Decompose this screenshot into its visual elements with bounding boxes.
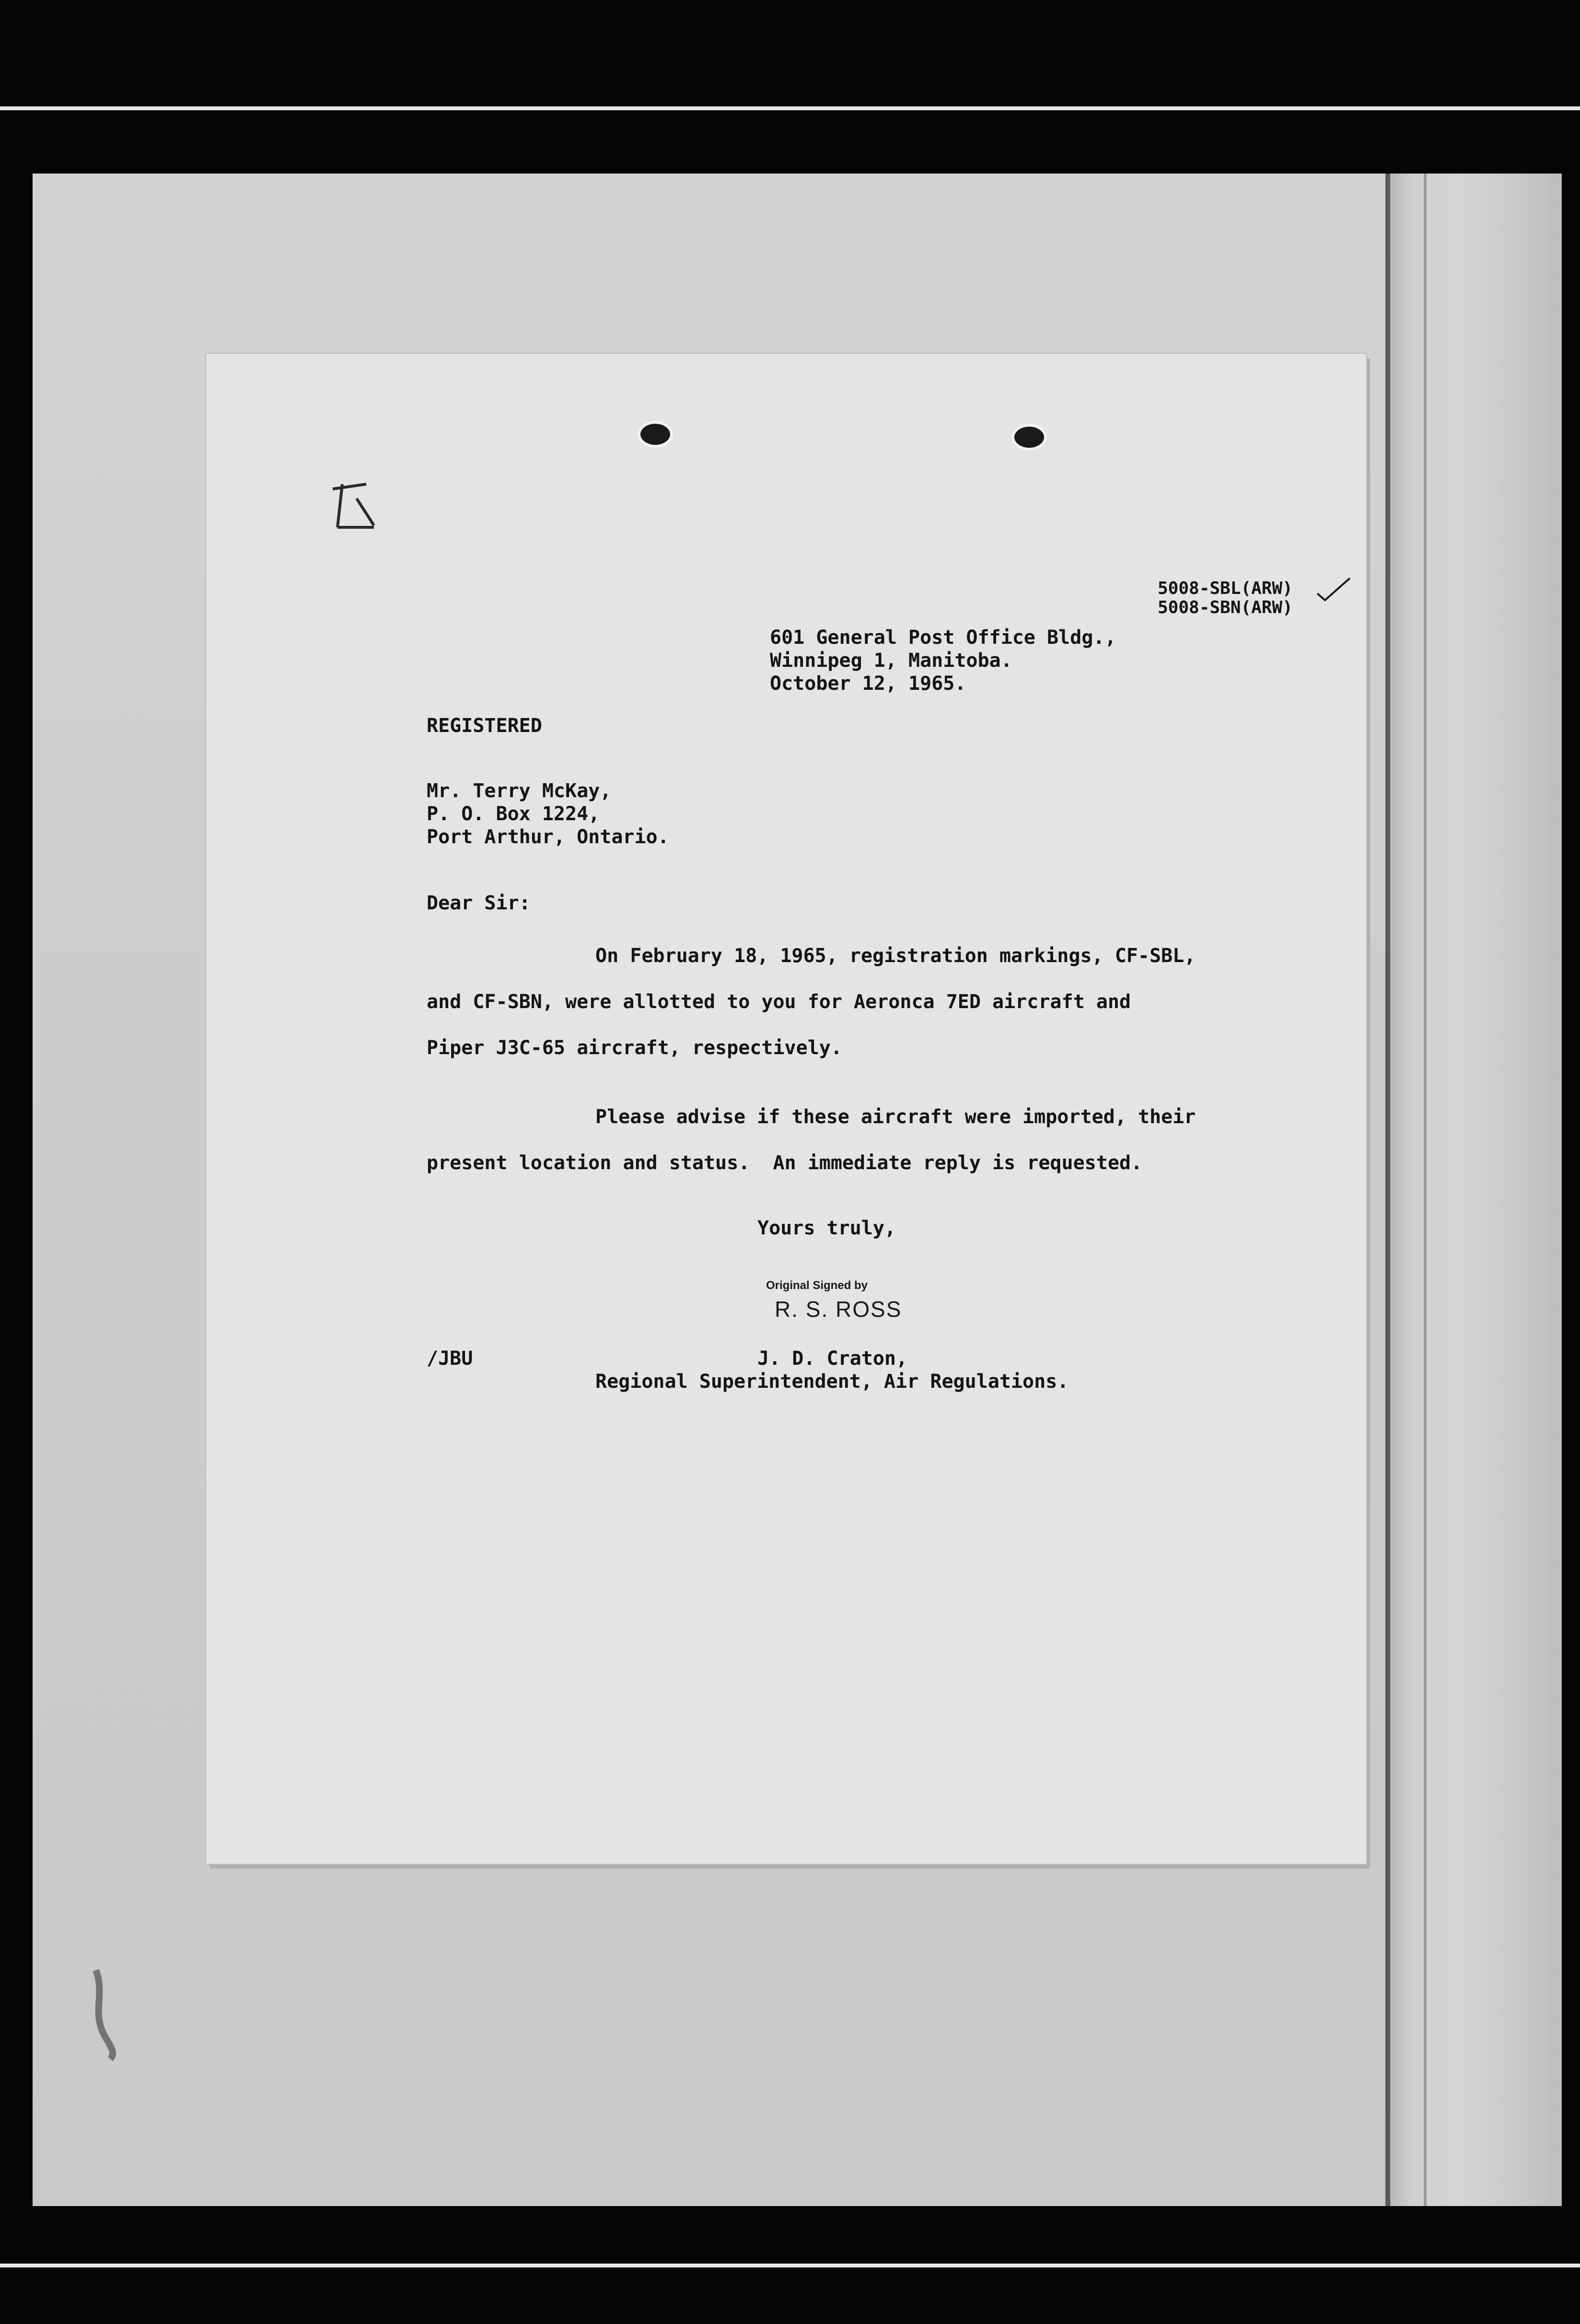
body-p2-line2: present location and status. An immediate reply is requested. xyxy=(427,1152,1143,1174)
sender-address-line1: 601 General Post Office Bldg., xyxy=(770,627,1116,649)
signature-stamp-name: R. S. ROSS xyxy=(775,1297,902,1322)
typist-initials: /JBU xyxy=(427,1348,473,1370)
smudge-mark-icon xyxy=(86,1965,125,2061)
signature-stamp-label: Original Signed by xyxy=(766,1279,868,1292)
signatory-name: J. D. Craton, xyxy=(757,1348,908,1370)
body-p1-line2: and CF-SBN, were allotted to you for Aeronca 7ED aircraft and xyxy=(427,991,1131,1013)
letter-date: October 12, 1965. xyxy=(770,673,966,695)
letter-page xyxy=(206,354,1366,1864)
file-reference-2: 5008-SBN(ARW) xyxy=(1158,598,1293,617)
delivery-method: REGISTERED xyxy=(427,715,542,737)
film-edge-bottom xyxy=(0,2264,1580,2267)
checkmark-icon xyxy=(1314,575,1353,604)
salutation: Dear Sir: xyxy=(427,892,531,914)
sender-address-line2: Winnipeg 1, Manitoba. xyxy=(770,650,1012,672)
punch-hole-left xyxy=(638,421,673,448)
body-p2-line1: Please advise if these aircraft were imported, their xyxy=(595,1106,1196,1128)
body-p1-line3: Piper J3C-65 aircraft, respectively. xyxy=(427,1037,842,1059)
film-edge-top xyxy=(0,106,1580,110)
recipient-city: Port Arthur, Ontario. xyxy=(427,826,669,848)
handwritten-mark-icon xyxy=(328,479,381,537)
punch-hole-right xyxy=(1011,424,1047,451)
recipient-name: Mr. Terry McKay, xyxy=(427,780,612,802)
recipient-box: P. O. Box 1224, xyxy=(427,803,600,825)
body-p1-line1: On February 18, 1965, registration markings, CF-SBL, xyxy=(595,945,1196,967)
folder-edge xyxy=(1385,174,1562,2206)
closing: Yours truly, xyxy=(757,1217,896,1239)
signatory-title: Regional Superintendent, Air Regulations. xyxy=(595,1371,1069,1393)
file-reference-1: 5008-SBL(ARW) xyxy=(1158,579,1293,598)
